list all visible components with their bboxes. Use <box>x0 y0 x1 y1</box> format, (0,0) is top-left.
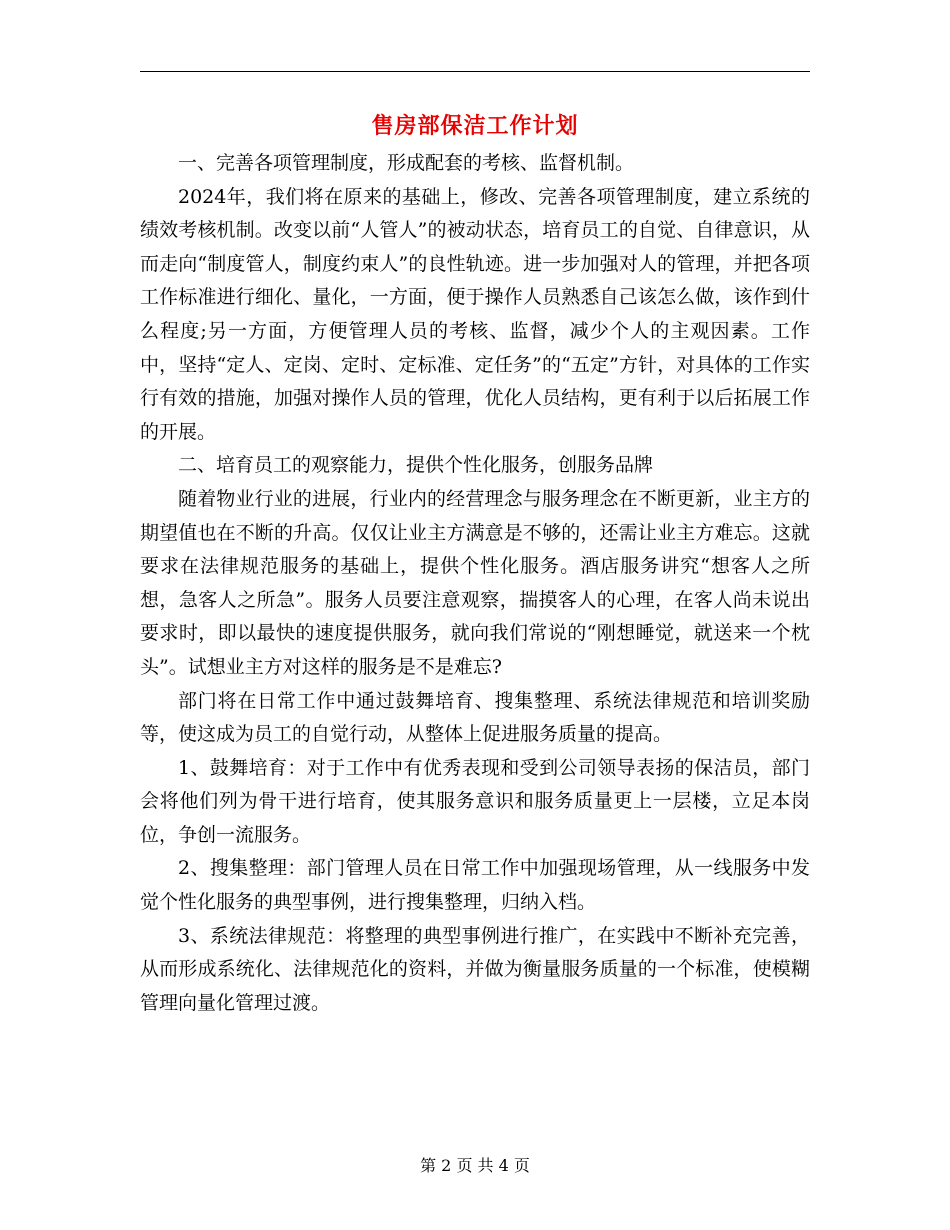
header-rule <box>140 71 810 72</box>
list-item: 2、搜集整理：部门管理人员在日常工作中加强现场管理，从一线服务中发觉个性化服务的典型事例，进行搜集整理，归纳入档。 <box>140 857 810 914</box>
section-heading-1: 一、完善各项管理制度，形成配套的考核、监督机制。 <box>178 152 635 174</box>
page-number: 第 2 页 共 4 页 <box>420 1156 530 1175</box>
list-item: 1、鼓舞培育：对于工作中有优秀表现和受到公司领导表扬的保洁员，部门会将他们列为骨干进行培育，使其服务意识和服务质量更上一层楼，立足本岗位，争创一流服务。 <box>140 756 810 846</box>
document-title: 售房部保洁工作计划 <box>371 113 579 139</box>
body-paragraph: 2024年，我们将在原来的基础上，修改、完善各项管理制度，建立系统的绩效考核机制。改变以前“人管人”的被动状态，培育员工的自觉、自律意识，从而走向“制度管人，制度约束人”的良性轨迹。进一步加强对人的管理，并把各项工作标准进行细化、量化，一方面，便于操作人员熟悉自己该怎么做，该作到什么程度;另一方面，方便管理人员的考核、监督，减少个人的主观因素。工作中，坚持“定人、定岗、定时、定标准、定任务”的“五定”方针，对具体的工作实行有效的措施，加强对操作人员的管理，优化人员结构，更有利于以后拓展工作的开展。 <box>140 185 810 443</box>
body-paragraph: 部门将在日常工作中通过鼓舞培育、搜集整理、系统法律规范和培训奖励等，使这成为员工的自觉行动，从整体上促进服务质量的提高。 <box>140 689 810 746</box>
body-paragraph: 随着物业行业的进展，行业内的经营理念与服务理念在不断更新，业主方的期望值也在不断的升高。仅仅让业主方满意是不够的，还需让业主方难忘。这就要求在法律规范服务的基础上，提供个性化服务。酒店服务讲究“想客人之所想，急客人之所急”。服务人员要注意观察，揣摸客人的心理，在客人尚未说出要求时，即以最快的速度提供服务，就向我们常说的“刚想睡觉，就送来一个枕头”。试想业主方对这样的服务是不是难忘? <box>140 487 810 678</box>
list-item: 3、系统法律规范：将整理的典型事例进行推广，在实践中不断补充完善，从而形成系统化、法律规范化的资料，并做为衡量服务质量的一个标准，使模糊管理向量化管理过渡。 <box>140 924 810 1014</box>
document-body <box>140 147 810 1020</box>
section-heading-2: 二、培育员工的观察能力，提供个性化服务，创服务品牌 <box>178 454 654 477</box>
